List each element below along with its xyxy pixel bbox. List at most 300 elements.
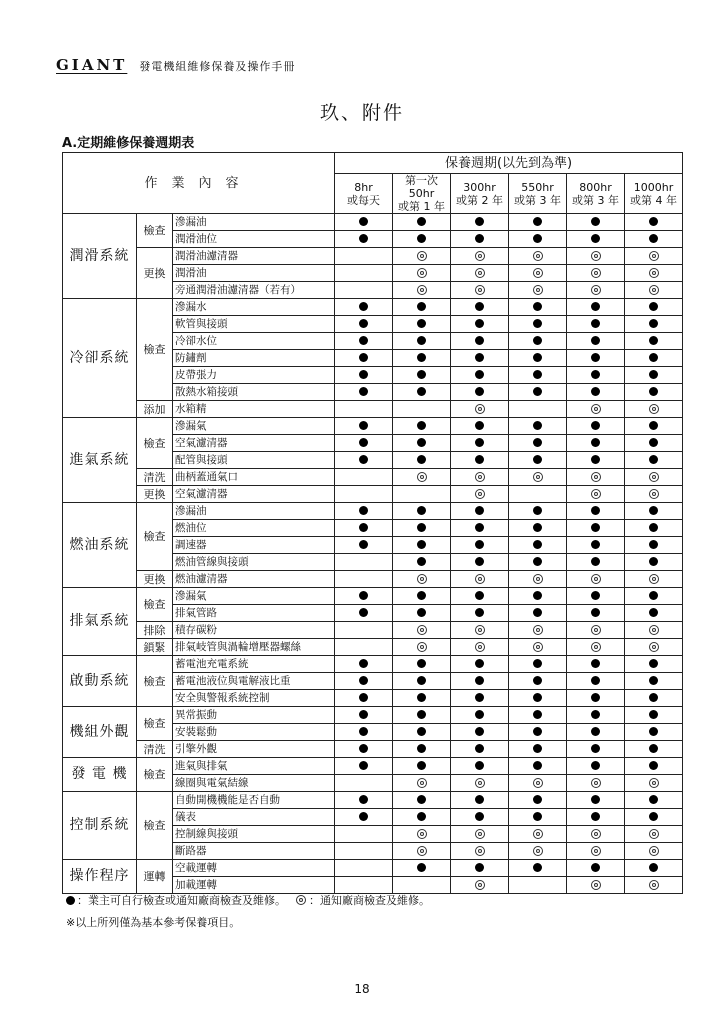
schedule-cell xyxy=(393,826,451,843)
table-row xyxy=(63,758,683,775)
filled-circle-icon xyxy=(359,455,368,464)
schedule-cell xyxy=(393,775,451,792)
table-row xyxy=(63,486,683,503)
filled-circle-icon xyxy=(475,591,484,600)
filled-circle-icon xyxy=(591,710,600,719)
action-label: 清洗 xyxy=(137,741,173,758)
schedule-cell xyxy=(625,435,683,452)
maintenance-item: 調速器 xyxy=(173,537,335,554)
schedule-cell xyxy=(625,265,683,282)
schedule-cell xyxy=(393,877,451,894)
double-circle-icon xyxy=(475,285,485,295)
filled-circle-icon xyxy=(591,744,600,753)
filled-circle-icon xyxy=(533,676,542,685)
schedule-cell xyxy=(509,877,567,894)
schedule-cell xyxy=(335,418,393,435)
schedule-cell xyxy=(509,384,567,401)
interval-alt: 或每天 xyxy=(347,193,381,207)
table-row xyxy=(63,401,683,418)
filled-circle-icon xyxy=(533,710,542,719)
schedule-cell xyxy=(335,622,393,639)
schedule-cell xyxy=(393,435,451,452)
schedule-cell xyxy=(393,673,451,690)
maintenance-item: 斷路器 xyxy=(173,843,335,860)
double-circle-icon xyxy=(475,778,485,788)
schedule-cell xyxy=(451,707,509,724)
schedule-cell xyxy=(625,775,683,792)
filled-circle-icon xyxy=(417,727,426,736)
schedule-cell xyxy=(567,418,625,435)
schedule-cell xyxy=(451,367,509,384)
schedule-cell xyxy=(393,554,451,571)
schedule-cell xyxy=(567,214,625,231)
system-group-label: 操作程序 xyxy=(63,860,137,894)
schedule-cell xyxy=(567,690,625,707)
filled-circle-icon xyxy=(591,540,600,549)
filled-circle-icon xyxy=(359,744,368,753)
schedule-cell xyxy=(509,333,567,350)
filled-circle-icon xyxy=(359,387,368,396)
schedule-cell xyxy=(509,690,567,707)
filled-circle-icon xyxy=(649,387,658,396)
table-row xyxy=(63,469,683,486)
filled-circle-icon xyxy=(649,812,658,821)
schedule-cell xyxy=(509,656,567,673)
schedule-cell xyxy=(335,367,393,384)
filled-circle-icon xyxy=(359,795,368,804)
maintenance-item: 水箱精 xyxy=(173,401,335,418)
schedule-cell xyxy=(567,537,625,554)
schedule-cell xyxy=(625,741,683,758)
schedule-cell xyxy=(567,775,625,792)
schedule-cell xyxy=(451,469,509,486)
action-label: 鎖緊 xyxy=(137,639,173,656)
filled-circle-icon xyxy=(417,506,426,515)
filled-circle-icon xyxy=(475,710,484,719)
schedule-cell xyxy=(625,384,683,401)
interval-alt: 或第 3 年 xyxy=(572,193,620,207)
schedule-cell xyxy=(625,860,683,877)
manual-title: 發電機組維修保養及操作手冊 xyxy=(139,60,296,73)
filled-circle-icon xyxy=(533,336,542,345)
filled-circle-icon xyxy=(591,234,600,243)
schedule-cell xyxy=(567,367,625,384)
filled-circle-icon xyxy=(475,438,484,447)
schedule-cell xyxy=(509,316,567,333)
table-row xyxy=(63,418,683,435)
schedule-cell xyxy=(451,605,509,622)
schedule-cell xyxy=(335,265,393,282)
filled-circle-icon xyxy=(533,506,542,515)
system-group-label: 控制系統 xyxy=(63,792,137,860)
filled-circle-icon xyxy=(649,523,658,532)
filled-circle-icon xyxy=(649,727,658,736)
schedule-cell xyxy=(393,639,451,656)
double-circle-icon xyxy=(417,625,427,635)
schedule-cell xyxy=(393,741,451,758)
table-row xyxy=(63,214,683,231)
maintenance-item: 旁通潤滑油濾清器（若有） xyxy=(173,282,335,299)
schedule-cell xyxy=(625,299,683,316)
filled-circle-icon xyxy=(417,812,426,821)
schedule-cell xyxy=(393,758,451,775)
filled-circle-icon xyxy=(533,761,542,770)
maintenance-item: 滲漏氣 xyxy=(173,588,335,605)
filled-circle-icon xyxy=(475,319,484,328)
schedule-body xyxy=(63,214,683,894)
schedule-cell xyxy=(335,520,393,537)
maintenance-item: 控制線與接頭 xyxy=(173,826,335,843)
double-circle-icon xyxy=(591,574,601,584)
double-circle-icon xyxy=(417,829,427,839)
filled-circle-icon xyxy=(417,591,426,600)
schedule-cell xyxy=(567,316,625,333)
table-row xyxy=(63,639,683,656)
schedule-cell xyxy=(393,520,451,537)
schedule-cell xyxy=(451,758,509,775)
filled-circle-icon xyxy=(649,506,658,515)
schedule-cell xyxy=(509,588,567,605)
filled-circle-icon xyxy=(475,693,484,702)
double-circle-icon xyxy=(649,880,659,890)
schedule-cell xyxy=(393,724,451,741)
schedule-cell xyxy=(335,656,393,673)
schedule-cell xyxy=(451,452,509,469)
schedule-cell xyxy=(509,809,567,826)
schedule-cell xyxy=(625,350,683,367)
schedule-cell xyxy=(567,299,625,316)
filled-circle-icon xyxy=(417,761,426,770)
filled-circle-icon xyxy=(649,336,658,345)
filled-circle-icon xyxy=(475,421,484,430)
filled-circle-icon xyxy=(649,863,658,872)
double-circle-icon xyxy=(591,285,601,295)
filled-circle-icon xyxy=(66,896,75,905)
maintenance-item: 積存碳粉 xyxy=(173,622,335,639)
filled-circle-icon xyxy=(533,319,542,328)
schedule-cell xyxy=(451,486,509,503)
filled-circle-icon xyxy=(649,744,658,753)
maintenance-item: 曲柄蓋通氣口 xyxy=(173,469,335,486)
schedule-cell xyxy=(509,350,567,367)
schedule-cell xyxy=(451,775,509,792)
schedule-cell xyxy=(335,588,393,605)
schedule-cell xyxy=(625,673,683,690)
filled-circle-icon xyxy=(475,523,484,532)
filled-circle-icon xyxy=(649,557,658,566)
schedule-cell xyxy=(451,520,509,537)
filled-circle-icon xyxy=(417,744,426,753)
schedule-cell xyxy=(393,605,451,622)
interval-hours: 550hr xyxy=(521,180,554,194)
double-circle-icon xyxy=(591,251,601,261)
schedule-cell xyxy=(567,707,625,724)
schedule-cell xyxy=(335,316,393,333)
filled-circle-icon xyxy=(649,302,658,311)
filled-circle-icon xyxy=(359,659,368,668)
schedule-cell xyxy=(393,248,451,265)
schedule-cell xyxy=(451,248,509,265)
schedule-cell xyxy=(567,520,625,537)
section-title: A.定期維修保養週期表 xyxy=(62,136,195,151)
schedule-cell xyxy=(451,690,509,707)
schedule-cell xyxy=(451,282,509,299)
filled-circle-icon xyxy=(417,676,426,685)
schedule-cell xyxy=(625,690,683,707)
schedule-cell xyxy=(393,537,451,554)
system-group-label: 進氣系統 xyxy=(63,418,137,503)
running-header xyxy=(56,56,295,74)
schedule-cell xyxy=(509,214,567,231)
schedule-cell xyxy=(451,554,509,571)
filled-circle-icon xyxy=(417,438,426,447)
schedule-cell xyxy=(393,588,451,605)
double-circle-icon xyxy=(649,268,659,278)
schedule-cell xyxy=(567,571,625,588)
schedule-cell xyxy=(393,571,451,588)
schedule-cell xyxy=(567,877,625,894)
schedule-cell xyxy=(393,656,451,673)
schedule-cell xyxy=(451,809,509,826)
schedule-cell xyxy=(509,826,567,843)
schedule-cell xyxy=(567,758,625,775)
maintenance-item: 蓄電池液位與電解液比重 xyxy=(173,673,335,690)
filled-circle-icon xyxy=(475,370,484,379)
filled-circle-icon xyxy=(475,812,484,821)
schedule-cell xyxy=(509,401,567,418)
filled-circle-icon xyxy=(417,455,426,464)
filled-circle-icon xyxy=(591,693,600,702)
filled-circle-icon xyxy=(359,353,368,362)
schedule-cell xyxy=(393,367,451,384)
maintenance-item: 引擎外觀 xyxy=(173,741,335,758)
filled-circle-icon xyxy=(533,217,542,226)
schedule-cell xyxy=(509,571,567,588)
filled-circle-icon xyxy=(591,421,600,430)
schedule-cell xyxy=(335,673,393,690)
filled-circle-icon xyxy=(359,591,368,600)
schedule-cell xyxy=(509,469,567,486)
action-label: 檢查 xyxy=(137,588,173,622)
filled-circle-icon xyxy=(359,421,368,430)
schedule-cell xyxy=(567,333,625,350)
schedule-cell xyxy=(451,231,509,248)
filled-circle-icon xyxy=(475,761,484,770)
table-row xyxy=(63,503,683,520)
schedule-cell xyxy=(335,690,393,707)
schedule-cell xyxy=(625,367,683,384)
schedule-cell xyxy=(625,843,683,860)
schedule-cell xyxy=(335,639,393,656)
double-circle-icon xyxy=(417,472,427,482)
schedule-cell xyxy=(335,248,393,265)
filled-circle-icon xyxy=(649,421,658,430)
schedule-cell xyxy=(451,877,509,894)
filled-circle-icon xyxy=(475,302,484,311)
schedule-cell xyxy=(567,656,625,673)
table-row xyxy=(63,588,683,605)
filled-circle-icon xyxy=(417,710,426,719)
double-circle-icon xyxy=(533,472,543,482)
double-circle-icon xyxy=(649,642,659,652)
maintenance-item: 加載運轉 xyxy=(173,877,335,894)
schedule-cell xyxy=(393,452,451,469)
maintenance-item: 自動開機機能是否自動 xyxy=(173,792,335,809)
filled-circle-icon xyxy=(533,302,542,311)
schedule-cell xyxy=(509,673,567,690)
filled-circle-icon xyxy=(417,370,426,379)
schedule-cell xyxy=(509,265,567,282)
schedule-cell xyxy=(451,724,509,741)
double-circle-icon xyxy=(533,778,543,788)
schedule-cell xyxy=(509,724,567,741)
schedule-cell xyxy=(451,826,509,843)
schedule-cell xyxy=(335,537,393,554)
filled-circle-icon xyxy=(649,370,658,379)
filled-circle-icon xyxy=(359,217,368,226)
table-row xyxy=(63,741,683,758)
schedule-cell xyxy=(393,503,451,520)
double-circle-icon xyxy=(591,472,601,482)
schedule-cell xyxy=(509,248,567,265)
schedule-cell xyxy=(625,418,683,435)
filled-circle-icon xyxy=(591,506,600,515)
interval-hours: 1000hr xyxy=(633,180,674,194)
double-circle-icon xyxy=(591,404,601,414)
schedule-cell xyxy=(567,486,625,503)
double-circle-icon xyxy=(649,285,659,295)
double-circle-icon xyxy=(649,404,659,414)
filled-circle-icon xyxy=(533,795,542,804)
filled-circle-icon xyxy=(591,319,600,328)
double-circle-icon xyxy=(417,574,427,584)
action-label: 添加 xyxy=(137,401,173,418)
action-label: 更換 xyxy=(137,248,173,299)
filled-circle-icon xyxy=(649,591,658,600)
schedule-cell xyxy=(509,282,567,299)
schedule-cell xyxy=(625,401,683,418)
double-circle-icon xyxy=(296,895,306,905)
interval-header xyxy=(335,174,393,214)
schedule-cell xyxy=(625,282,683,299)
filled-circle-icon xyxy=(359,523,368,532)
maintenance-item: 冷卻水位 xyxy=(173,333,335,350)
table-row xyxy=(63,299,683,316)
filled-circle-icon xyxy=(359,506,368,515)
filled-circle-icon xyxy=(649,693,658,702)
page-title: 玖、附件 xyxy=(319,102,404,124)
filled-circle-icon xyxy=(533,659,542,668)
schedule-cell xyxy=(509,435,567,452)
schedule-cell xyxy=(567,639,625,656)
filled-circle-icon xyxy=(359,608,368,617)
schedule-cell xyxy=(567,282,625,299)
filled-circle-icon xyxy=(417,353,426,362)
system-group-label: 潤滑系統 xyxy=(63,214,137,299)
action-label: 檢查 xyxy=(137,503,173,571)
filled-circle-icon xyxy=(417,319,426,328)
schedule-cell xyxy=(393,299,451,316)
filled-circle-icon xyxy=(649,438,658,447)
maintenance-item: 滲漏氣 xyxy=(173,418,335,435)
schedule-cell xyxy=(509,554,567,571)
schedule-cell xyxy=(451,265,509,282)
filled-circle-icon xyxy=(417,863,426,872)
schedule-cell xyxy=(625,503,683,520)
filled-circle-icon xyxy=(591,659,600,668)
schedule-cell xyxy=(335,214,393,231)
filled-circle-icon xyxy=(359,727,368,736)
schedule-cell xyxy=(509,775,567,792)
schedule-cell xyxy=(335,792,393,809)
filled-circle-icon xyxy=(591,336,600,345)
filled-circle-icon xyxy=(591,217,600,226)
interval-alt: 或第 4 年 xyxy=(630,193,678,207)
maintenance-item: 滲漏水 xyxy=(173,299,335,316)
schedule-cell xyxy=(393,843,451,860)
table-row xyxy=(63,792,683,809)
system-group-label: 燃油系統 xyxy=(63,503,137,588)
legend-dot-text: ：業主可自行檢查或通知廠商檢查及維修。 xyxy=(77,894,286,907)
action-label: 檢查 xyxy=(137,299,173,401)
schedule-cell xyxy=(393,214,451,231)
interval-alt: 或第 3 年 xyxy=(514,193,562,207)
double-circle-icon xyxy=(533,251,543,261)
filled-circle-icon xyxy=(533,540,542,549)
filled-circle-icon xyxy=(533,523,542,532)
schedule-cell xyxy=(335,877,393,894)
double-circle-icon xyxy=(533,268,543,278)
filled-circle-icon xyxy=(649,353,658,362)
filled-circle-icon xyxy=(649,217,658,226)
double-circle-icon xyxy=(533,642,543,652)
double-circle-icon xyxy=(475,829,485,839)
filled-circle-icon xyxy=(533,557,542,566)
action-label: 檢查 xyxy=(137,758,173,792)
filled-circle-icon xyxy=(475,506,484,515)
maintenance-item: 進氣與排氣 xyxy=(173,758,335,775)
double-circle-icon xyxy=(591,778,601,788)
schedule-cell xyxy=(451,316,509,333)
filled-circle-icon xyxy=(649,795,658,804)
double-circle-icon xyxy=(533,574,543,584)
interval-header xyxy=(509,174,567,214)
schedule-cell xyxy=(509,622,567,639)
double-circle-icon xyxy=(475,846,485,856)
system-group-label: 機組外觀 xyxy=(63,707,137,758)
schedule-cell xyxy=(393,469,451,486)
interval-header xyxy=(393,174,451,214)
schedule-cell xyxy=(393,265,451,282)
schedule-cell xyxy=(625,520,683,537)
system-group-label: 發 電 機 xyxy=(63,758,137,792)
schedule-cell xyxy=(335,554,393,571)
schedule-cell xyxy=(625,639,683,656)
maintenance-item: 燃油管線與接頭 xyxy=(173,554,335,571)
schedule-cell xyxy=(625,231,683,248)
interval-header xyxy=(625,174,683,214)
schedule-cell xyxy=(567,248,625,265)
maintenance-item: 燃油位 xyxy=(173,520,335,537)
filled-circle-icon xyxy=(475,795,484,804)
maintenance-item: 燃油濾清器 xyxy=(173,571,335,588)
schedule-cell xyxy=(567,554,625,571)
maintenance-item: 配管與接頭 xyxy=(173,452,335,469)
schedule-cell xyxy=(625,758,683,775)
schedule-cell xyxy=(625,656,683,673)
schedule-cell xyxy=(509,520,567,537)
system-group-label: 冷卻系統 xyxy=(63,299,137,418)
